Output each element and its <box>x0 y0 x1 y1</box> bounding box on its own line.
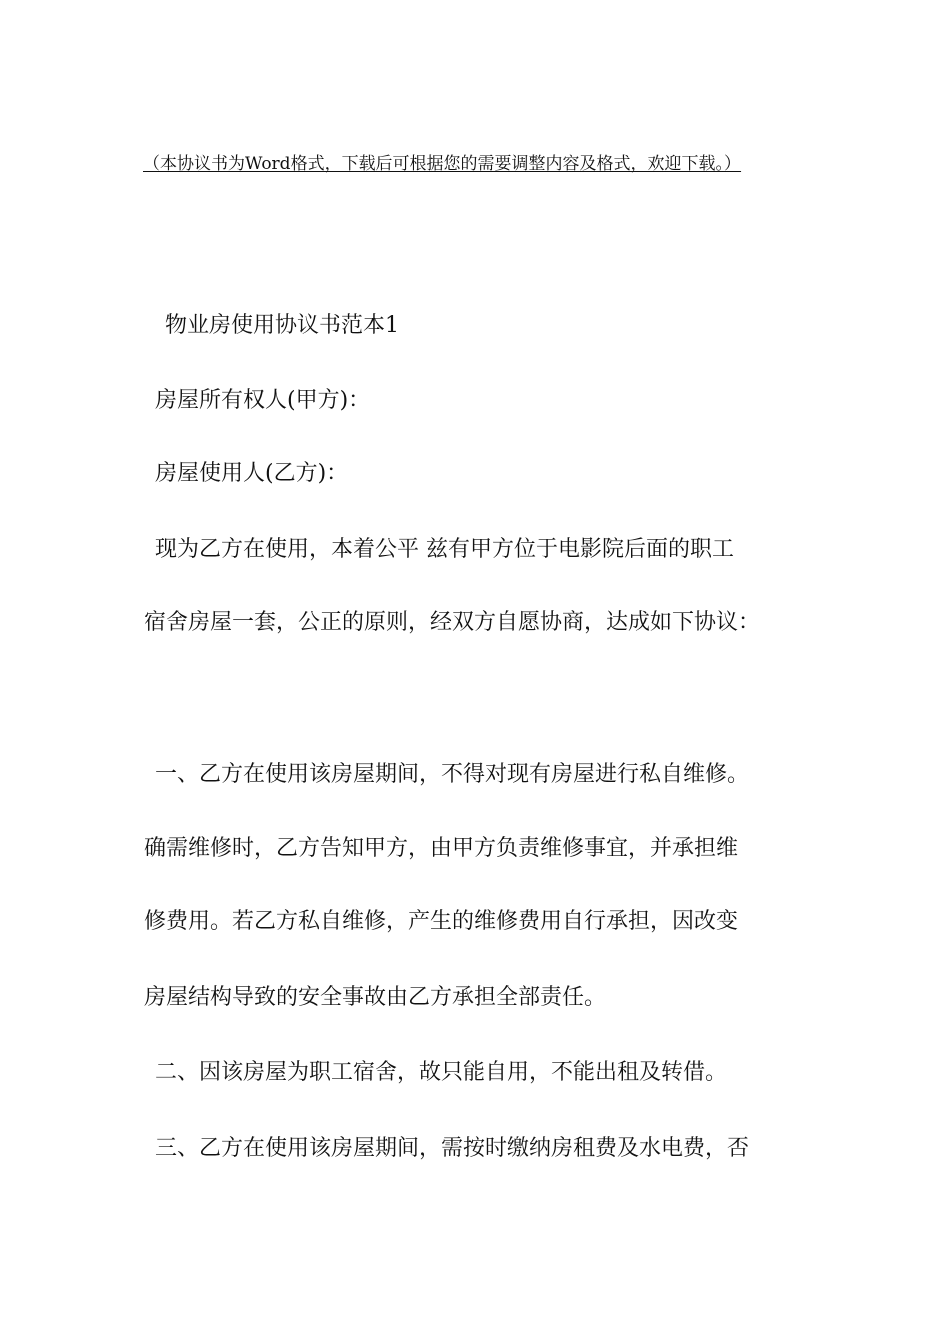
intro-line: 现为乙方在使用，本着公平 兹有甲方位于电影院后面的职工 <box>155 537 734 562</box>
clause-2-line: 二、因该房屋为职工宿舍，故只能自用，不能出租及转借。 <box>155 1060 728 1085</box>
clause-1-line: 房屋结构导致的安全事故由乙方承担全部责任。 <box>144 985 607 1010</box>
clause-1-line: 确需维修时，乙方告知甲方，由甲方负责维修事宜，并承担维 <box>144 836 739 861</box>
clause-1-line: 一、乙方在使用该房屋期间，不得对现有房屋进行私自维修。 <box>155 762 750 787</box>
owner-line: 房屋所有权人(甲方)： <box>155 388 371 413</box>
document-title: 物业房使用协议书范本1 <box>165 313 399 338</box>
intro-line: 宿舍房屋一套，公正的原则，经双方自愿协商，达成如下协议： <box>144 610 761 635</box>
user-line: 房屋使用人(乙方)： <box>155 461 349 486</box>
clause-3-line: 三、乙方在使用该房屋期间，需按时缴纳房租费及水电费，否 <box>155 1136 750 1161</box>
format-note: （本协议书为Word格式，下载后可根据您的需要调整内容及格式，欢迎下载。） <box>143 154 742 174</box>
clause-1-line: 修费用。若乙方私自维修，产生的维修费用自行承担，因改变 <box>144 909 739 934</box>
